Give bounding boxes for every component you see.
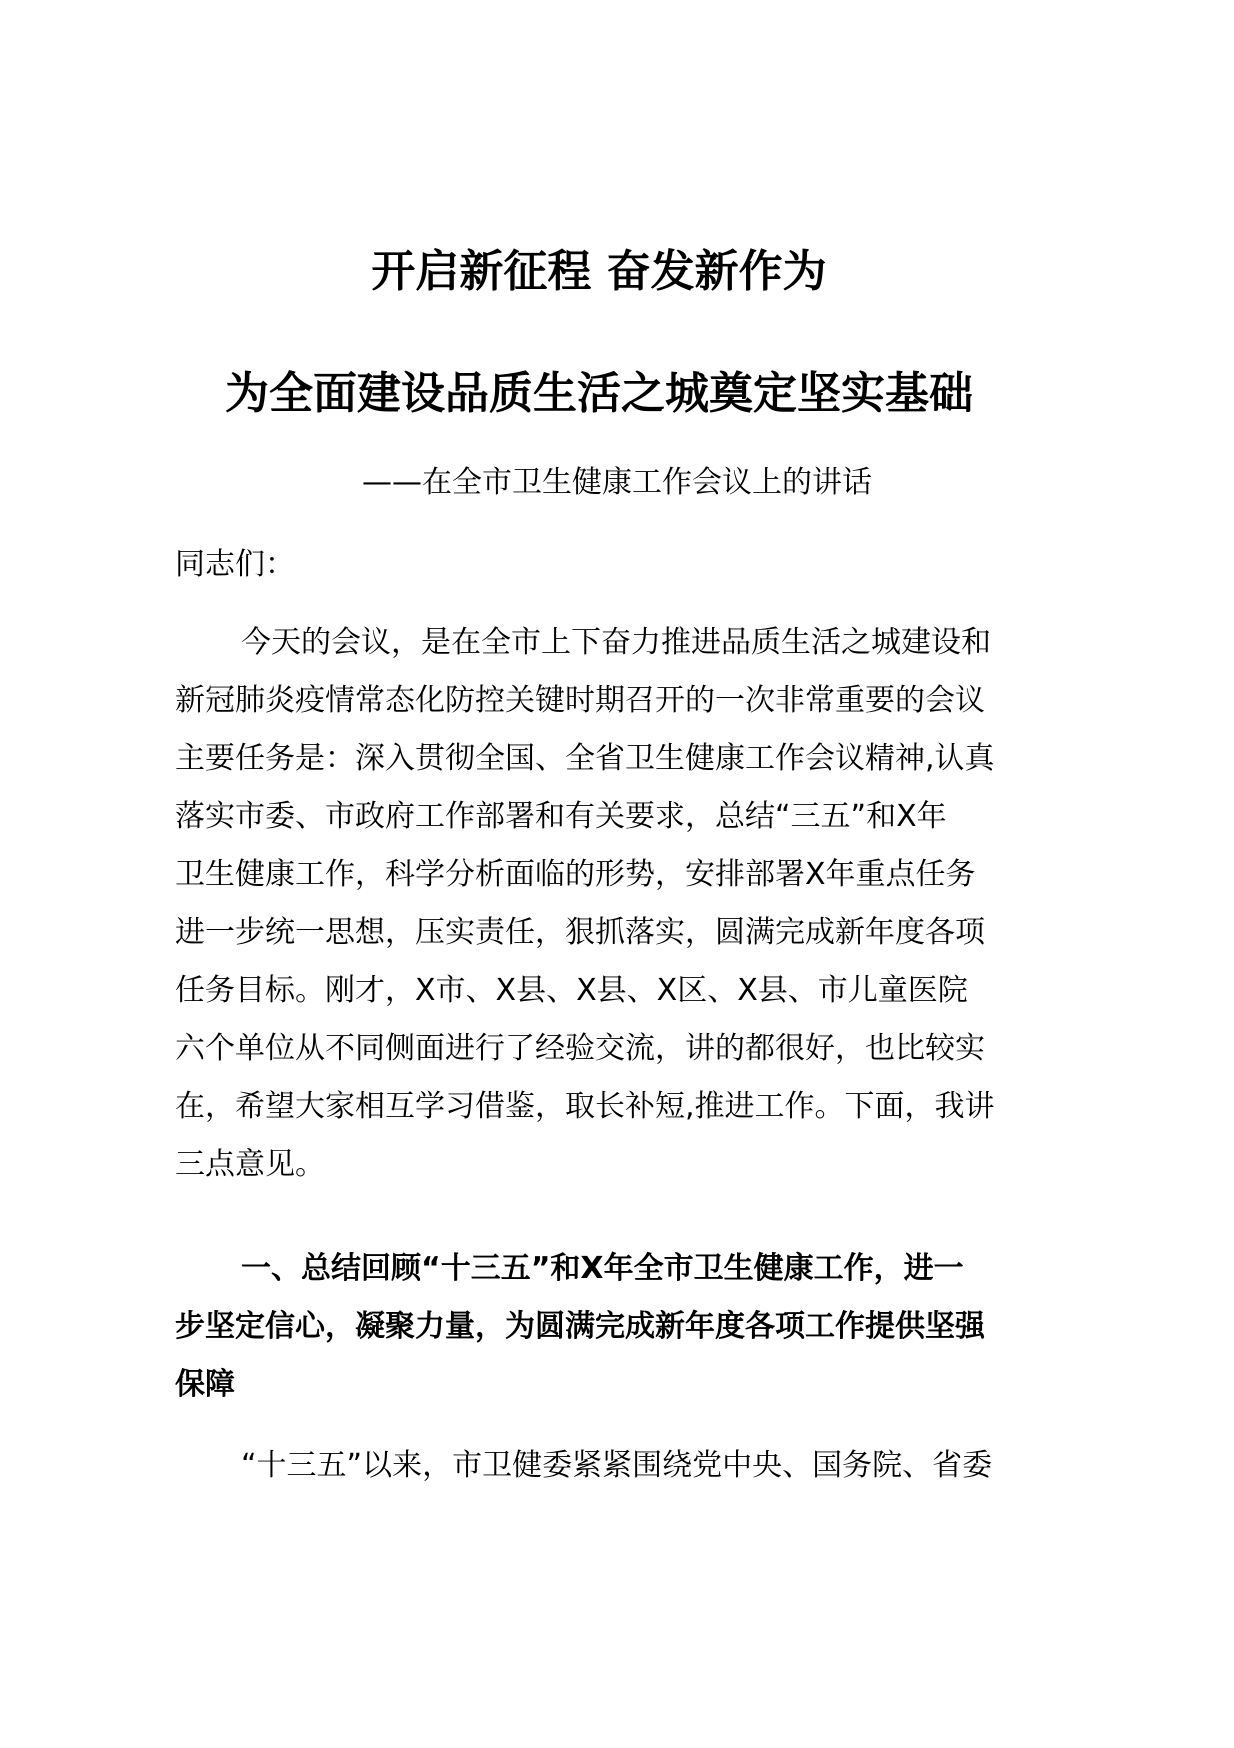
heading-line: 保障 <box>175 1367 235 1402</box>
paragraph-line: 进一步统一思想，压实责任，狠抓落实，圆满完成新年度各项 <box>175 915 985 950</box>
paragraph-line: 主要任务是：深入贯彻全国、全省卫生健康工作会议精神,认真 <box>175 741 995 776</box>
paragraph-line: 落实市委、市政府工作部署和有关要求，总结“三五”和X年 <box>175 799 947 834</box>
document-subtitle: ——在全市卫生健康工作会议上的讲话 <box>362 465 872 500</box>
paragraph-line: 新冠肺炎疫情常态化防控关键时期召开的一次非常重要的会议 <box>175 683 985 718</box>
heading-line: 一、总结回顾“十三五”和X年全市卫生健康工作，进一 <box>241 1251 964 1286</box>
paragraph-1 <box>175 614 1105 1194</box>
salutation: 同志们： <box>175 547 295 582</box>
paragraph-line: 三点意见。 <box>175 1147 325 1182</box>
heading-line: 步坚定信心，凝聚力量，为圆满完成新年度各项工作提供坚强 <box>175 1309 985 1344</box>
paragraph-line: 任务目标。刚才，X市、X县、X县、X区、X县、市儿童医院 <box>175 973 968 1008</box>
paragraph-line: 在，希望大家相互学习借鉴，取长补短,推进工作。下面，我讲 <box>175 1089 995 1124</box>
document-title-line-1: 开启新征程 奋发新作为 <box>371 246 827 297</box>
paragraph-line: “十三五”以来，市卫健委紧紧围绕党中央、国务院、省委 <box>241 1448 993 1483</box>
document-title-line-2: 为全面建设品质生活之城奠定坚实基础 <box>225 368 973 419</box>
paragraph-line: 六个单位从不同侧面进行了经验交流，讲的都很好，也比较实 <box>175 1031 985 1066</box>
paragraph-line: 今天的会议，是在全市上下奋力推进品质生活之城建设和 <box>241 625 991 660</box>
paragraph-line: 卫生健康工作，科学分析面临的形势，安排部署X年重点任务 <box>175 857 976 892</box>
section-heading-1 <box>175 1240 1105 1414</box>
paragraph-2 <box>175 1437 1105 1495</box>
